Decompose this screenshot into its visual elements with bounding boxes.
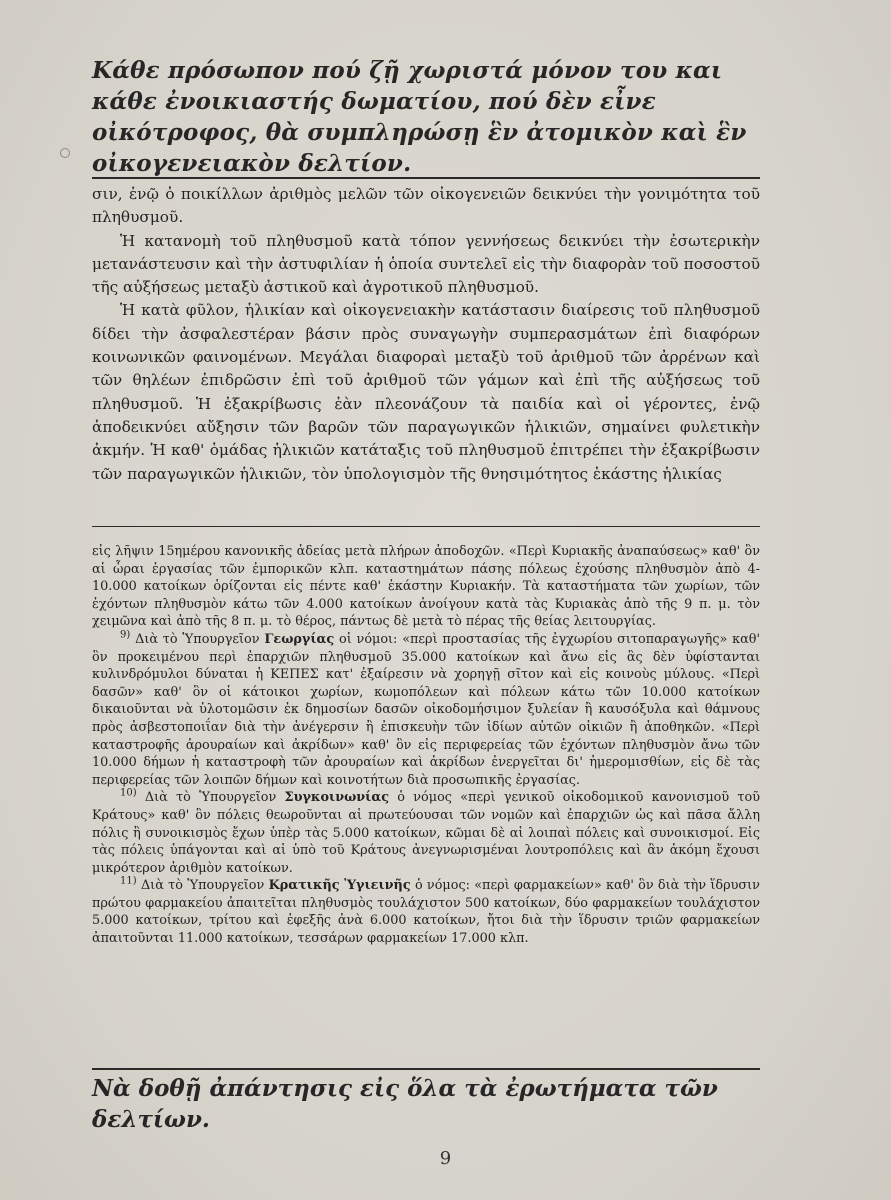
footnote-number: 9) [120, 629, 131, 641]
bottom-divider-rule [92, 1068, 760, 1070]
footnote-11 [92, 877, 760, 947]
binding-hole-mark [60, 148, 70, 158]
footnotes-section [92, 543, 760, 948]
footnote-prefix: Διὰ τὸ Ὑπουργεῖον [140, 878, 265, 894]
footnote-prefix: Διὰ τὸ Ὑπουργεῖον [135, 631, 260, 647]
footnote-number: 10) [120, 788, 137, 800]
footnote-10 [92, 789, 760, 877]
body-paragraph: σιν, ἐνῷ ὁ ποικίλλων ἀριθμὸς μελῶν τῶν οἰκογενειῶν δεικνύει τὴν γονιμότητα τοῦ πληθυσμοῦ. [92, 185, 760, 227]
footnote-number: 11) [120, 876, 137, 888]
ministry-name: Γεωργίας [264, 631, 335, 647]
footnote-text: ὁ νόμος «περὶ γενικοῦ οἰκοδομικοῦ κανονισμοῦ τοῦ Κράτους» καθ' ὃν πόλεις θεωροῦνται αἱ πρωτεύουσαι τῶν νομῶν καὶ ἐπαρχιῶν ὡς καὶ πᾶσα ἄλλη πόλις ἢ συνοικισμὸς ἔχων ὑπὲρ τὰς 5.000 κατοίκων, κῶμαι δὲ αἱ λοιπαὶ πόλεις καὶ συνοικισμοί. Εἰς τὰς πόλεις ὑπάγονται καὶ αἱ ὑπὸ τοῦ Κράτους ἀνεγνωρισμέναι λουτροπόλεις καὶ ἂν ἀκόμη ἔχουσι μικρότερον ἀριθμὸν κατοίκων. [92, 790, 760, 876]
body-paragraph: Ἡ κατανομὴ τοῦ πληθυσμοῦ κατὰ τόπον γεννήσεως δεικνύει τὴν ἐσωτερικὴν μετανάστευσιν καὶ τὴν ἀστυφιλίαν ἡ ὁποία συντελεῖ εἰς τὴν διαφορὰν τοῦ ποσοστοῦ τῆς αὐξήσεως μεταξὺ ἀστικοῦ καὶ ἀγροτικοῦ πληθυσμοῦ. [92, 231, 760, 297]
bottom-instruction-heading: Νὰ δοθῇ ἀπάντησις εἰς ὅλα τὰ ἐρωτήματα τῶν δελτίων. [92, 1075, 718, 1133]
footnote-text: ὁ νόμος: «περὶ φαρμακείων» καθ' ὃν διὰ τὴν ἵδρυσιν πρώτου φαρμακείου ἀπαιτεῖται πληθυσμὸς τουλάχιστον 500 κατοίκων, δύο φαρμακείων τουλάχιστον 5.000 κατοίκων, τρίτου καὶ ἐφεξῆς ἀνὰ 6.000 κατοίκων, ἤτοι διὰ τὴν ἵδρυσιν τριῶν φαρμακείων ἀπαιτοῦνται 11.000 κατοίκων, τεσσάρων φαρμακείων 17.000 κλπ. [92, 878, 760, 947]
ministry-name: Κρατικῆς Ὑγιεινῆς [268, 878, 411, 894]
main-body-text [92, 183, 760, 486]
footnote-text: οἱ νόμοι: «περὶ προστασίας τῆς ἐγχωρίου σιτοπαραγωγῆς» καθ' ὃν προκειμένου περὶ ἐπαρχιῶν πληθυσμοῦ 35.000 κατοίκων καὶ ἄνω εἰς ἃς δὲν ὑφίστανται κυλινδρόμυλοι δύναται ἡ ΚΕΠΕΣ κατ' ἐξαίρεσιν νὰ χορηγῇ σῖτον καὶ εἰς κοινοὺς μύλους. «Περὶ δασῶν» καθ' ὃν οἱ κάτοικοι χωρίων, κωμοπόλεων καὶ πόλεων κάτω τῶν 10.000 κατοίκων δικαιοῦνται νὰ ὑλοτομῶσιν ἐκ δημοσίων δασῶν οἰκοδομήσιμον ξυλείαν ἢ καυσόξυλα καὶ θάμνους πρὸς ἀσβεστοποιΐαν διὰ τὴν ἀνέγερσιν ἢ ἐπισκευὴν τῶν ἰδίων αὐτῶν οἰκιῶν ἢ ἀποθηκῶν. «Περὶ καταστροφῆς ἀρουραίων καὶ ἀκρίδων» καθ' ὃν εἰς περιφερείας τῶν ἐχόντων πληθυσμὸν ἄνω τῶν 10.000 δήμων ἡ καταστροφὴ τῶν ἀρουραίων καὶ ἀκρίδων ἐνεργεῖται δι' ἡμερομισθίων, εἰς δὲ τὰς περιφερείας τῶν λοιπῶν δήμων καὶ κοινοτήτων διὰ προσωπικῆς ἐργασίας. [92, 631, 760, 788]
footnote-divider-rule [92, 526, 760, 527]
top-divider-rule [92, 177, 760, 179]
page-number: 9 [439, 1148, 452, 1169]
body-paragraph: Ἡ κατὰ φῦλον, ἡλικίαν καὶ οἰκογενειακὴν κατάστασιν διαίρεσις τοῦ πληθυσμοῦ δίδει τὴν ἀσφαλεστέραν βάσιν πρὸς συναγωγὴν συμπερασμάτων ἐπὶ διαφόρων κοινωνικῶν φαινομένων. Μεγάλαι διαφοραὶ μεταξὺ τοῦ ἀριθμοῦ τῶν ἀρρένων καὶ τῶν θηλέων ἐπιδρῶσιν ἐπὶ τοῦ ἀριθμοῦ τῶν γάμων καὶ ἐπὶ τῆς αὐξήσεως τοῦ πληθυσμοῦ. Ἡ ἐξακρίβωσις ἐὰν πλεονάζουν τὰ παιδία καὶ οἱ γέροντες, ἐνῷ ἀποδεικνύει αὔξησιν τῶν βαρῶν τῶν παραγωγικῶν ἡλικιῶν, σημαίνει φυλετικὴν ἀκμήν. Ἡ καθ' ὁμάδας ἡλικιῶν κατάταξις τοῦ πληθυσμοῦ ἐπιτρέπει τὴν ἐξακρίβωσιν τῶν παραγωγικῶν ἡλικιῶν, τὸν ὑπολογισμὸν τῆς θνησιμότητος ἑκάστης ἡλικίας [92, 301, 760, 483]
top-instruction-heading: Κάθε πρόσωπον πού ζῇ χωριστά μόνον του και κάθε ἐνοικιαστής δωματίου, πού δὲν εἶνε οἰκότροφος, θὰ συμπληρώσῃ ἓν ἀτομικὸν καὶ ἓν οἰκογενειακὸν δελτίον. [92, 57, 747, 177]
footnote-prefix: Διὰ τὸ Ὑπουργεῖον [144, 790, 277, 806]
footnote-9 [92, 631, 760, 789]
footnote-continuation: εἰς λῆψιν 15ημέρου κανονικῆς ἀδείας μετὰ πλήρων ἀποδοχῶν. «Περὶ Κυριακῆς ἀναπαύσεως» καθ' ὃν αἱ ὧραι ἐργασίας τῶν ἐμπορικῶν κλπ. καταστημάτων πάσης πόλεως ἐχούσης πληθυσμὸν ἀπὸ 4-10.000 κατοίκων ὁρίζονται εἰς πέντε καθ' ἑκάστην Κυριακήν. Τὰ καταστήματα τῶν χωρίων, τῶν ἐχόντων πληθυσμὸν κάτω τῶν 4.000 κατοίκων ἀνοίγουν κατὰ τὰς Κυριακὰς ἀπὸ τῆς 9 π. μ. τὸν χειμῶνα καὶ ἀπὸ τῆς 8 π. μ. τὸ θέρος, πάντως δὲ μετὰ τὸ πέρας τῆς θείας λειτουργίας. [92, 544, 760, 630]
ministry-name: Συγκοινωνίας [284, 790, 389, 806]
